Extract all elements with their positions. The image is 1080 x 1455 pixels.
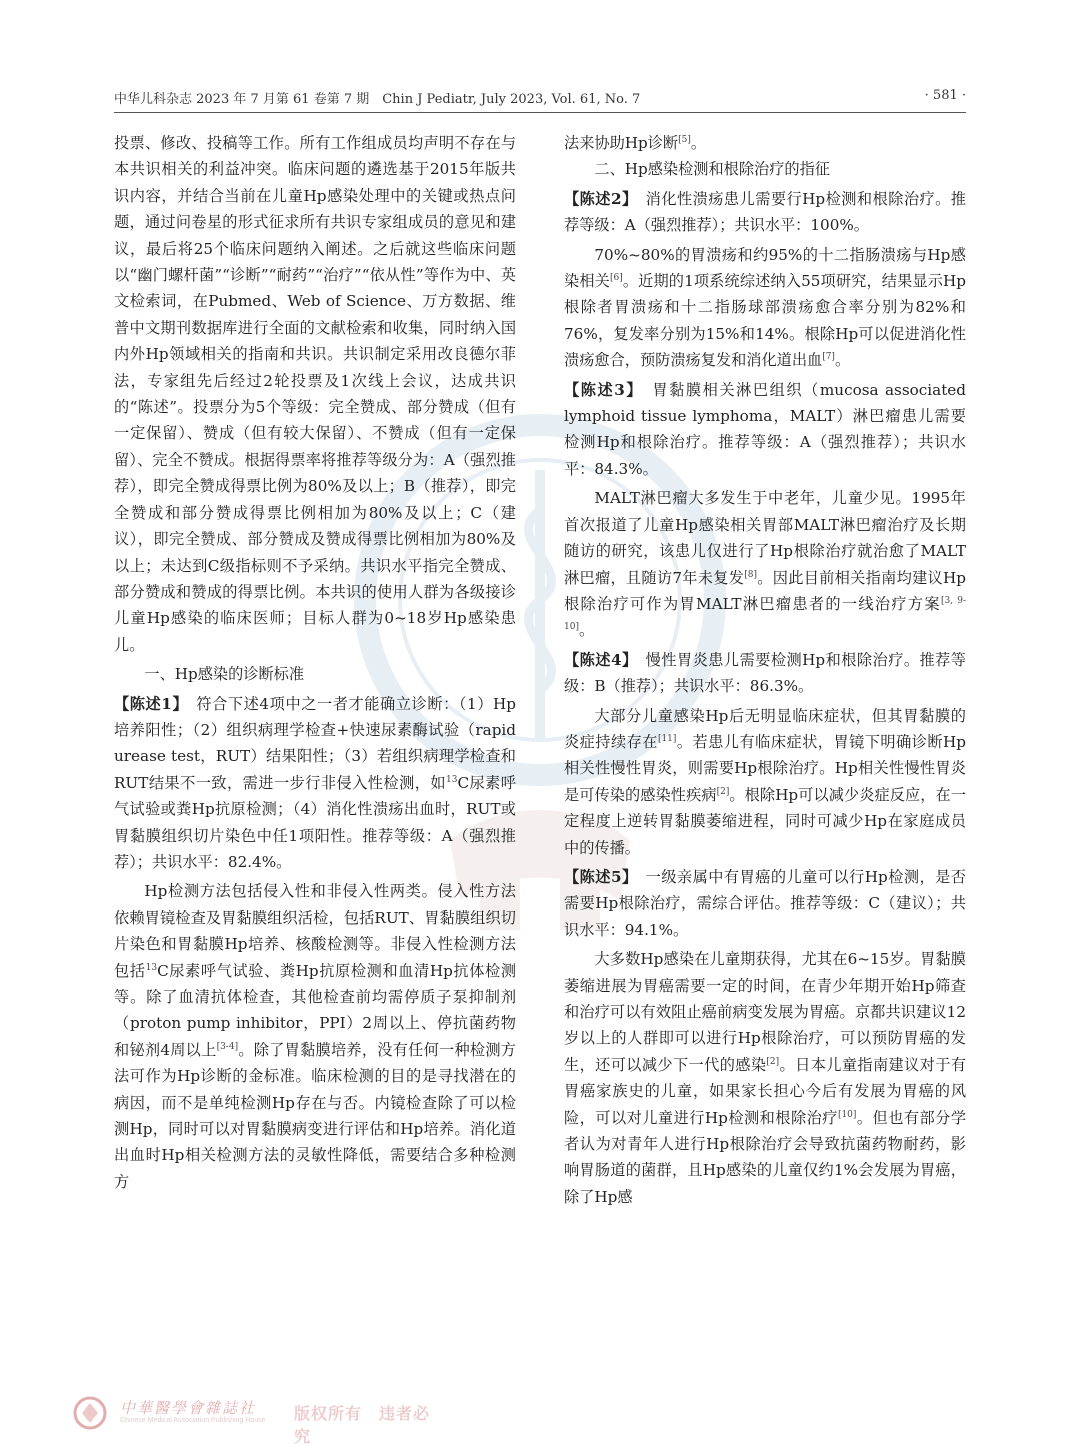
citation-ref[interactable]: [2] [716, 786, 730, 797]
body-paragraph [564, 242, 966, 374]
statement-label: 【陈述1】 [114, 694, 181, 713]
citation-ref[interactable]: [6] [609, 272, 623, 283]
statement-1 [114, 691, 516, 876]
statement-3 [564, 377, 966, 483]
paragraph-text: 。因此目前相关指南均建议Hp根除治疗可作为胃MALT淋巴瘤患者的一线治疗方案 [564, 568, 966, 613]
paragraph-text: 。近期的1项系统综述纳入55项研究，结果显示Hp根除者胃溃疡和十二指肠球部溃疡愈合率分别为82%和76%，复发率分别为15%和14%。根除Hp可以促进消化性溃疡愈合，预防溃疡复发和消化道出血 [564, 272, 966, 370]
citation-ref[interactable]: [3-4] [216, 1041, 239, 1052]
body-paragraph [564, 946, 966, 1210]
copyright-tagline: 版权所有 违者必究 [294, 1404, 431, 1446]
statement-5 [564, 864, 966, 943]
citation-ref[interactable]: [5] [678, 134, 691, 145]
paragraph-text: C尿素呼气试验、粪Hp抗原检测和血清Hp抗体检测等。除了血清抗体检查，其他检查前均需停质子泵抑制剂（proton pump inhibitor，PPI）2周以上、停抗菌药物和铋剂4周以上 [114, 961, 517, 1059]
superscript: 13 [446, 774, 458, 785]
publisher-name-en: Chinese Medical Association Publishing House [120, 1417, 266, 1424]
body-paragraph [564, 485, 966, 643]
statement-label: 【陈述4】 [564, 650, 631, 669]
statement-text: C尿素呼气试验或粪Hp抗原检测；（4）消化性溃疡出血时，RUT或胃黏膜组织切片染色中任1项阳性。推荐等级：A（强烈推荐）；共识水平：82.4%。 [114, 773, 516, 871]
right-column [564, 130, 966, 1210]
body-paragraph: 投票、修改、投稿等工作。所有工作组成员均声明不存在与本共识相关的利益冲突。临床问题的遴选基于2015年版共识内容，并结合当前在儿童Hp感染处理中的关键或热点问题，通过问卷星的形式征求所有共识专家组成员的意见和建议，最后将25个临床问题纳入阐述。之后就这些临床问题以“幽门螺杆菌”“诊断”“耐药”“治疗”“依从性”等作为中、英文检索词，在Pubmed、Web of Science、万方数据、维普中文期刊数据库进行全面的文献检索和收集，同时纳入国内外Hp领域相关的指南和共识。共识制定采用改良德尔菲法，专家组先后经过2轮投票及1次线上会议，达成共识的“陈述”。投票分为5个等级：完全赞成、部分赞成（但有一定保留）、赞成（但有较大保留）、不赞成（但有一定保留）、完全不赞成。根据得票率将推荐等级分为：A（强烈推荐），即完全赞成得票比例为80%及以上；B（推荐），即完全赞成和部分赞成得票比例相加为80%及以上；C（建议），即完全赞成、部分赞成及赞成得票比例相加为80%及以上；未达到C级指标则不予采纳。共识水平指完全赞成、部分赞成和赞成的得票比例。本共识的使用人群为各级接诊儿童Hp感染的临床医师；目标人群为0~18岁Hp感染患儿。 [114, 134, 516, 654]
paragraph-text: 。但也有部分学者认为对青年人进行Hp根除治疗会导致抗菌药物耐药，影响胃肠道的菌群，且Hp感染的儿童仅约1%会发展为胃癌，除了Hp感 [564, 1108, 967, 1206]
statement-text: 符合下述4项中之一者才能确立诊断：（1）Hp培养阳性；（2）组织病理学检查+快速尿素酶试验（rapid urease test，RUT）结果阳性；（3）若组织病理学检查和RUT结果不一致，需进一步行非侵入性检测，如 [114, 694, 516, 792]
paragraph-text: 大部分儿童感染Hp后无明显临床症状，但其胃黏膜的炎症持续存在 [564, 706, 966, 751]
statement-label: 【陈述2】 [564, 189, 631, 208]
statement-label: 【陈述3】 [564, 380, 636, 399]
citation-ref[interactable]: [3, 9-10] [564, 595, 966, 633]
body-paragraph [114, 878, 516, 1195]
paragraph-text: 大多数Hp感染在儿童期获得，尤其在6~15岁。胃黏膜萎缩进展为胃癌需要一定的时间，在青少年期开始Hp筛查和治疗可以有效阻止癌前病变发展为胃癌。京都共识建议12岁以上的人群即可以进行Hp根除治疗，可以预防胃癌的发生，还可以减少下一代的感染 [564, 950, 966, 1074]
statement-4 [564, 647, 966, 700]
paragraph-text: 。除了胃黏膜培养，没有任何一种检测方法可作为Hp诊断的金标准。临床检测的目的是寻找潜在的病因，而不是单纯检测Hp存在与否。内镜检查除了可以检测Hp，同时可以对胃黏膜病变进行评估和Hp培养。消化道出血时Hp相关检测方法的灵敏性降低，需要结合多种检测方 [114, 1040, 516, 1191]
statement-text: 一级亲属中有胃癌的儿童可以行Hp检测，是否需要Hp根除治疗，需综合评估。推荐等级：C（建议）；共识水平：94.1%。 [564, 867, 966, 939]
publisher-name: 中華醫學會雜誌社 [120, 1399, 257, 1417]
body-paragraph [564, 130, 966, 156]
citation-ref[interactable]: [8] [744, 569, 757, 580]
section-heading: 二、Hp感染检测和根除治疗的指征 [594, 160, 830, 179]
paragraph-text: 。 [578, 621, 595, 640]
paragraph-text: 。根除Hp可以减少炎症反应，在一定程度上逆转胃黏膜萎缩进程，同时可减少Hp在家庭成员中的传播。 [564, 785, 967, 857]
journal-citation: 中华儿科杂志 2023 年 7 月第 61 卷第 7 期 Chin J Pediatr, July 2023, Vol. 61, No. 7 [114, 92, 641, 107]
statement-2 [564, 186, 966, 239]
page-number: · 581 · [924, 88, 966, 103]
publisher-logo-icon [68, 1395, 112, 1431]
paragraph-text: 70%~80%的胃溃疡和约95%的十二指肠溃疡与Hp感染相关 [564, 245, 966, 291]
paragraph-text: 。 [690, 134, 707, 152]
paragraph-text: MALT淋巴瘤大多发生于中老年，儿童少见。1995年首次报道了儿童Hp感染相关胃部MALT淋巴瘤治疗及长期随访的研究，该患儿仅进行了Hp根除治疗就治愈了MALT淋巴瘤，且随访7年未复发 [564, 489, 966, 587]
paragraph-text: Hp检测方法包括侵入性和非侵入性两类。侵入性方法依赖胃镜检查及胃黏膜组织活检，包括RUT、胃黏膜组织切片染色和胃黏膜Hp培养、核酸检测等。非侵入性检测方法包括 [114, 882, 516, 980]
statement-text: 慢性胃炎患儿需要检测Hp和根除治疗。推荐等级：B（推荐）；共识水平：86.3%。 [564, 650, 966, 696]
section-heading: 一、Hp感染的诊断标准 [144, 665, 305, 684]
paragraph-text: 。若患儿有临床症状，胃镜下明确诊断Hp相关性慢性胃炎，则需要Hp根除治疗。Hp相关性慢性胃炎是可传染的感染性疾病 [564, 732, 967, 804]
header-rule [114, 112, 966, 113]
statement-label: 【陈述5】 [564, 867, 631, 886]
citation-ref[interactable]: [11] [657, 733, 677, 744]
superscript: 13 [145, 962, 158, 973]
statement-text: 胃黏膜相关淋巴组织（mucosa associated lymphoid tissue lymphoma，MALT）淋巴瘤患儿需要检测Hp和根除治疗。推荐等级：A（强烈推荐）；共识水平：84.3%。 [564, 380, 967, 478]
citation-ref[interactable]: [10] [837, 1109, 857, 1120]
paragraph-text: 法来协助Hp诊断 [564, 134, 679, 152]
citation-ref[interactable]: [7] [822, 352, 835, 363]
citation-ref[interactable]: [2] [766, 1056, 780, 1067]
running-header [114, 88, 966, 112]
body-paragraph [564, 703, 966, 861]
publisher-footer [62, 1395, 442, 1446]
statement-text: 消化性溃疡患儿需要行Hp检测和根除治疗。推荐等级：A（强烈推荐）；共识水平：100%。 [564, 189, 966, 235]
paragraph-text: 。 [834, 351, 851, 370]
paragraph-text: 。日本儿童指南建议对于有胃癌家族史的儿童，如果家长担心今后有发展为胃癌的风险，可以对儿童进行Hp检测和根除治疗 [564, 1055, 967, 1127]
left-column [114, 130, 516, 1195]
